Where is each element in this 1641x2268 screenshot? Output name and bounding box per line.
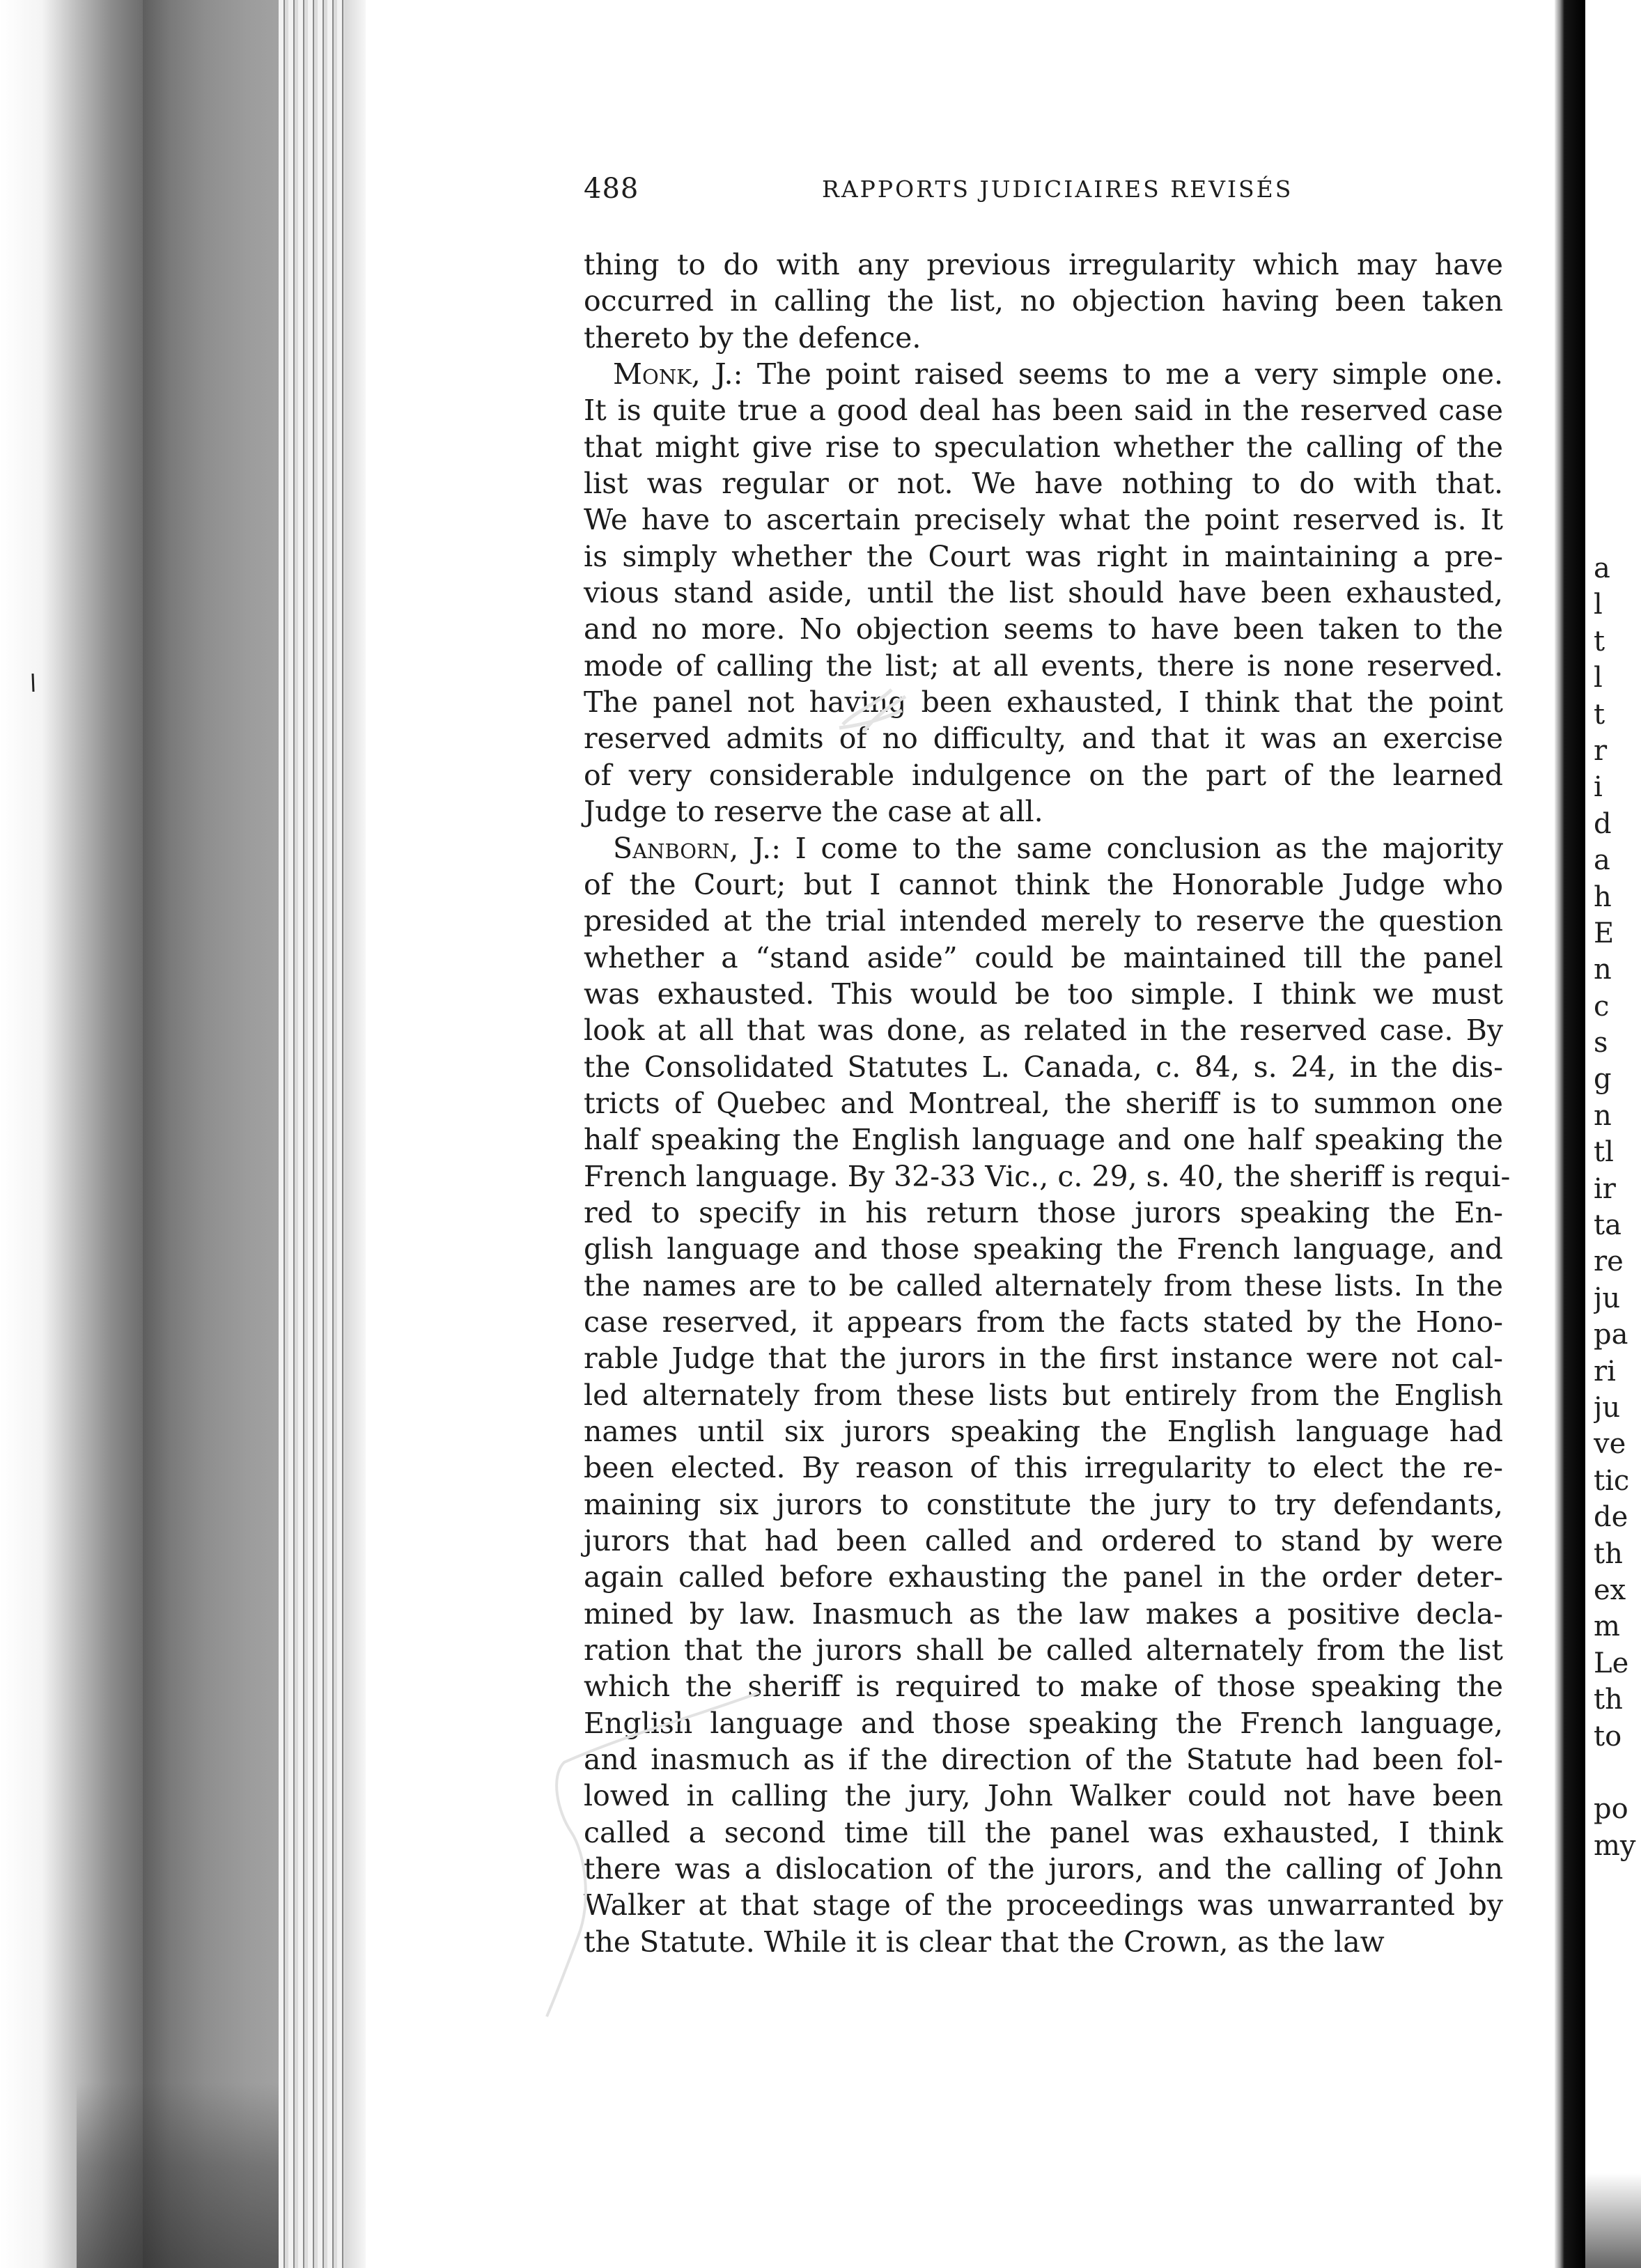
facing-text-fragment: ir xyxy=(1594,1172,1616,1205)
facing-text-fragment xyxy=(1594,1755,1641,1791)
text-line: English language and those speaking the French language, xyxy=(584,1706,1503,1740)
text-line: lowed in calling the jury, John Walker could not have been xyxy=(584,1779,1503,1813)
facing-text-fragment: tl xyxy=(1594,1136,1614,1169)
text-line: rable Judge that the jurors in the first instance were not cal- xyxy=(584,1342,1503,1376)
facing-text-fragment: t xyxy=(1594,625,1605,658)
facing-text-fragment: ju xyxy=(1594,1282,1621,1314)
facing-text-fragment: my xyxy=(1594,1829,1636,1862)
text-line: is simply whether the Court was right in maintaining a pre- xyxy=(584,539,1503,573)
text-line: case reserved, it appears from the facts stated by the Hono- xyxy=(584,1305,1503,1339)
text-line: French language. By 32-33 Vic., c. 29, s. 40, the sheriff is requi- xyxy=(584,1159,1511,1193)
facing-text-fragment: po xyxy=(1594,1793,1628,1826)
text-line: names until six jurors speaking the English language had xyxy=(584,1415,1503,1448)
text-line: there was a dislocation of the jurors, and the calling of John xyxy=(584,1852,1503,1886)
facing-text-fragment: ri xyxy=(1594,1355,1616,1388)
book-gutter xyxy=(1555,0,1585,2268)
text-line: jurors that had been called and ordered to stand by were xyxy=(584,1524,1503,1558)
facing-text-fragment: i xyxy=(1594,771,1603,804)
facing-text-fragment: a xyxy=(1594,844,1610,877)
text-line: of the Court; but I cannot think the Honorable Judge who xyxy=(584,867,1503,901)
pencil-scribble xyxy=(836,683,912,738)
facing-text-fragment: t xyxy=(1594,698,1605,731)
facing-text-fragment: re xyxy=(1594,1245,1624,1278)
text-line: tricts of Quebec and Montreal, the sheriff is to summon one xyxy=(584,1086,1503,1120)
facing-page-text xyxy=(1594,550,1641,1864)
text-line: been elected. By reason of this irregularity to elect the re- xyxy=(584,1451,1503,1485)
facing-text-fragment: pa xyxy=(1594,1319,1628,1351)
text-line: again called before exhausting the panel in the order deter- xyxy=(584,1560,1503,1594)
speaker-name: Monk xyxy=(613,357,692,391)
facing-text-fragment: ta xyxy=(1594,1209,1621,1242)
facing-text-fragment: ve xyxy=(1594,1428,1626,1461)
text-line: glish language and those speaking the French language, and xyxy=(584,1232,1503,1266)
facing-text-fragment: d xyxy=(1594,807,1612,840)
text-line: Judge to reserve the case at all. xyxy=(584,795,1043,829)
text-line: called a second time till the panel was exhausted, I think xyxy=(584,1815,1503,1849)
facing-page-shadow xyxy=(1585,2173,1641,2268)
page-number: 488 xyxy=(584,173,639,205)
facing-text-fragment: th xyxy=(1594,1684,1623,1716)
facing-text-fragment: l xyxy=(1594,589,1603,621)
text-line: Walker at that stage of the proceedings was unwarranted by xyxy=(584,1888,1503,1923)
text-line: the names are to be called alternately from these lists. In the xyxy=(584,1268,1503,1303)
facing-text-fragment: c xyxy=(1594,990,1610,1023)
text-line: vious stand aside, until the list should have been exhausted, xyxy=(584,576,1503,610)
facing-text-fragment: Le xyxy=(1594,1647,1629,1679)
text-line: was exhausted. This would be too simple. I think we must xyxy=(584,977,1503,1011)
text-line: red to specify in his return those jurors speaking the En- xyxy=(584,1195,1503,1229)
text-line: Monk, J.: The point raised seems to me a very simple one. xyxy=(613,357,1503,391)
text-line: the Consolidated Statutes L. Canada, c. 84, s. 24, in the dis- xyxy=(584,1050,1503,1084)
text-line: and inasmuch as if the direction of the Statute had been fol- xyxy=(584,1743,1503,1777)
text-line: that might give rise to speculation whether the calling of the xyxy=(584,430,1503,464)
running-head: RAPPORTS JUDICIAIRES REVISÉS xyxy=(822,176,1293,203)
facing-text-fragment: ex xyxy=(1594,1574,1626,1606)
text-line: list was regular or not. We have nothing to do with that. xyxy=(584,467,1503,501)
text-line: and no more. No objection seems to have been taken to the xyxy=(584,612,1503,646)
text-line: thereto by the defence. xyxy=(584,320,921,355)
facing-text-fragment: g xyxy=(1594,1063,1612,1096)
facing-text-fragment: to xyxy=(1594,1720,1622,1753)
text-line: Sanborn, J.: I come to the same conclusion as the majority xyxy=(613,831,1503,865)
text-line: led alternately from these lists but entirely from the English xyxy=(584,1378,1503,1412)
text-line: occurred in calling the list, no objection having been taken xyxy=(584,284,1503,318)
book-edge-bottom-shadow xyxy=(77,2083,313,2268)
text-line: which the sheriff is required to make of those speaking the xyxy=(584,1670,1503,1704)
facing-text-fragment: n xyxy=(1594,1099,1612,1132)
facing-text-fragment: l xyxy=(1594,662,1603,694)
text-line: It is quite true a good deal has been said in the reserved case xyxy=(584,394,1503,428)
text-line: half speaking the English language and one half speaking the xyxy=(584,1123,1503,1157)
page-stack-edges xyxy=(279,0,348,2268)
book-edge-left xyxy=(0,0,143,2268)
facing-text-fragment: a xyxy=(1594,552,1610,584)
facing-text-fragment: th xyxy=(1594,1537,1623,1570)
text-line: ration that the jurors shall be called alternately from the list xyxy=(584,1633,1503,1668)
facing-text-fragment: ju xyxy=(1594,1391,1621,1424)
text-page xyxy=(362,0,1555,2268)
text-line: whether a “stand aside” could be maintained till the panel xyxy=(584,940,1503,974)
facing-text-fragment: h xyxy=(1594,880,1612,913)
text-line: the Statute. While it is clear that the Crown, as the law xyxy=(584,1925,1385,1959)
text-line: mined by law. Inasmuch as the law makes a positive decla- xyxy=(584,1597,1503,1631)
text-line: look at all that was done, as related in the reserved case. By xyxy=(584,1013,1503,1048)
text-line: mode of calling the list; at all events, there is none reserved. xyxy=(584,648,1503,683)
pencil-line xyxy=(543,1672,766,2020)
text-line: The panel not having been exhausted, I think that the point xyxy=(584,685,1503,720)
facing-text-fragment: r xyxy=(1594,734,1608,767)
text-line: presided at the trial intended merely to reserve the question xyxy=(584,904,1503,938)
text-line: of very considerable indulgence on the part of the learned xyxy=(584,758,1503,792)
speaker-name: Sanborn xyxy=(613,831,730,865)
facing-text-fragment: tic xyxy=(1594,1464,1630,1497)
facing-text-fragment: de xyxy=(1594,1501,1628,1534)
facing-text-fragment: m xyxy=(1594,1610,1620,1643)
facing-text-fragment: s xyxy=(1594,1027,1608,1059)
text-line: reserved admits of no difficulty, and that it was an exercise xyxy=(584,722,1503,756)
text-line: We have to ascertain precisely what the point reserved is. It xyxy=(584,503,1503,537)
text-line: maining six jurors to constitute the jury to try defendants, xyxy=(584,1487,1503,1521)
facing-text-fragment: E xyxy=(1594,917,1615,949)
margin-mark xyxy=(29,672,36,693)
page-header xyxy=(584,173,1440,215)
text-line: thing to do with any previous irregularity which may have xyxy=(584,248,1503,281)
facing-text-fragment: n xyxy=(1594,954,1612,986)
